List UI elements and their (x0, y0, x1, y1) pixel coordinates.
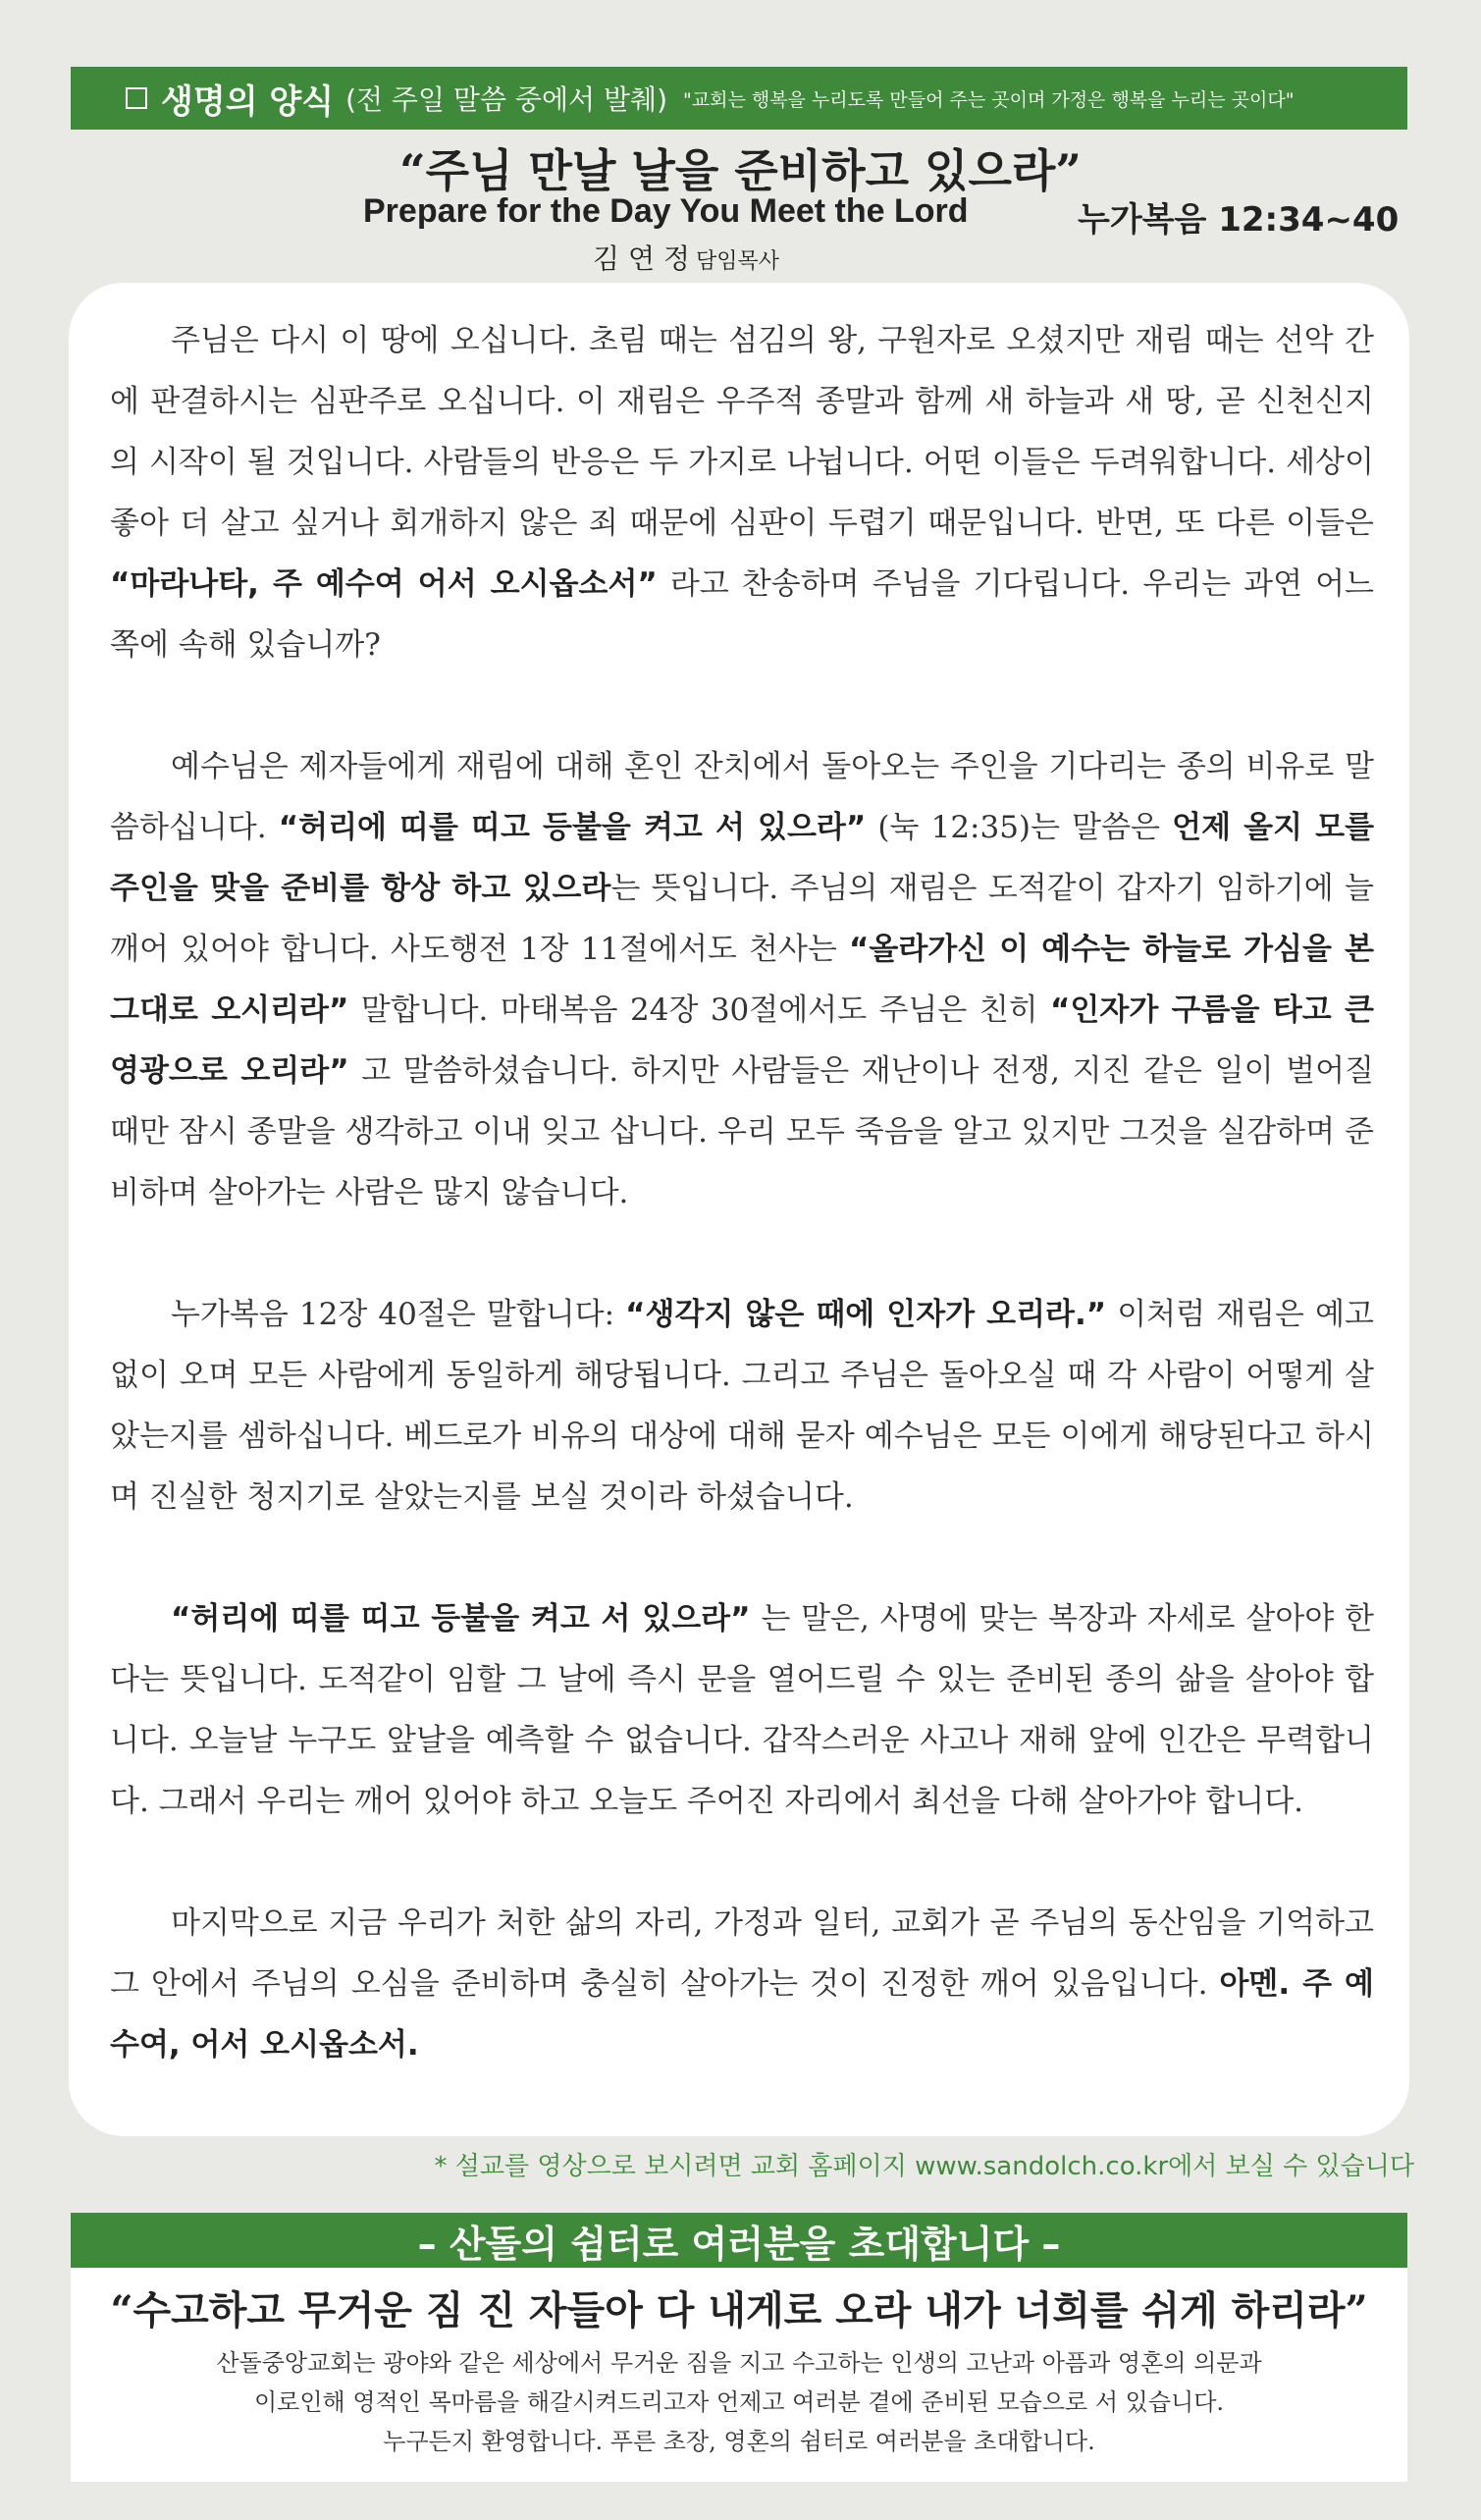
emphasis-quote: “마라나타, 주 예수여 어서 오시옵소서” (110, 566, 658, 602)
header-quote: "교회는 행복을 누리도록 만들어 주는 곳이며 가정은 행복을 누리는 곳이다" (683, 88, 1295, 111)
emphasis-quote: “허리에 띠를 띠고 등불을 켜고 서 있으라” (278, 810, 867, 845)
pastor-credit (593, 238, 779, 277)
emphasis-quote: “허리에 띠를 띠고 등불을 켜고 서 있으라” (171, 1601, 751, 1636)
emphasis-quote: “인자가 구름을 타고 큰 영광으로 오리라” (110, 992, 1374, 1089)
paragraph-3: 누가복음 12장 40절은 말합니다: “생각지 않은 때에 인자가 오리라.” 이처럼 재림은 예고 없이 오며 모든 사람에게 동일하게 해당됩니다. 그리고 주님은 돌아오실 때 각 사람이 어떻게 살았는지를 셈하십니다. 베드로가 비유의 대상에 대해 묻자 예수님은 모든 이에게 해당된다고 하시며 진실한 청지기로 살았는지를 보실 것이라 하셨습니다. (110, 1297, 1374, 1515)
paragraph-2: 예수님은 제자들에게 재림에 대해 혼인 잔치에서 돌아오는 주인을 기다리는 종의 비유로 말씀하십니다. “허리에 띠를 띠고 등불을 켜고 서 있으라” (눅 12:35)는 말씀은 언제 올지 모를 주인을 맞을 준비를 항상 하고 있으라는 뜻입니다. 주님의 재림은 도적같이 갑자기 임하기에 늘 깨어 있어야 합니다. 사도행전 1장 11절에서도 천사는 “올라가신 이 예수는 하늘로 가심을 본 그대로 오시리라” 말합니다. 마태복음 24장 30절에서도 주님은 친히 “인자가 구름을 타고 큰 영광으로 오리라” 고 말씀하셨습니다. 하지만 사람들은 재난이나 전쟁, 지진 같은 일이 벌어질 때만 잠시 종말을 생각하고 이내 잊고 삽니다. 우리 모두 죽음을 알고 있지만 그것을 실감하며 준비하며 살아가는 사람은 많지 않습니다. (110, 749, 1375, 1210)
header-bar (71, 67, 1407, 130)
invite-banner: – 산돌의 쉼터로 여러분을 초대합니다 – (71, 2213, 1407, 2268)
sermon-body (69, 283, 1409, 2136)
emphasis-quote: “생각지 않은 때에 인자가 오리라.” (625, 1297, 1107, 1332)
invite-verse: “수고하고 무거운 짐 진 자들아 다 내게로 오라 내가 너희를 쉬게 하리라” (110, 2287, 1368, 2333)
paragraph-1: 주님은 다시 이 땅에 오십니다. 초림 때는 섬김의 왕, 구원자로 오셨지만 재림 때는 선악 간에 판결하시는 심판주로 오십니다. 이 재림은 우주적 종말과 함께 새 하늘과 새 땅, 곧 신천신지의 시작이 될 것입니다. 사람들의 반응은 두 가지로 나뉩니다. 어떤 이들은 두려워합니다. 세상이 좋아 더 살고 싶거나 회개하지 않은 죄 때문에 심판이 두렵기 때문입니다. 반면, 또 다른 이들은 “마라나타, 주 예수여 어서 오시옵소서” 라고 찬송하며 주님을 기다립니다. 우리는 과연 어느 쪽에 속해 있습니까? (110, 323, 1374, 663)
invite-line: 이로인해 영적인 목마름을 해갈시켜드리고자 언제고 여러분 곁에 준비된 모습으로 서 있습니다. (253, 2388, 1225, 2416)
invite-line: 산돌중앙교회는 광야와 같은 세상에서 무거운 짐을 지고 수고하는 인생의 고난과 아픔과 영혼의 의문과 (216, 2349, 1262, 2377)
sermon-title: “주님 만날 날을 준비하고 있으라” (399, 144, 1082, 197)
section-title: 생명의 양식 (161, 81, 335, 122)
invite-box (71, 2268, 1407, 2482)
sermon-english-title: Prepare for the Day You Meet the Lord (363, 192, 969, 230)
video-note: * 설교를 영상으로 보시려면 교회 홈페이지 www.sandolch.co.kr에서 보실 수 있습니다 (434, 2152, 1414, 2181)
emphasis-text: 언제 올지 모를 주인을 맞을 준비를 항상 하고 있으라 (110, 810, 1375, 906)
pastor-role: 담임목사 (695, 249, 779, 274)
scripture-reference: 누가복음 12:34~40 (1078, 200, 1400, 240)
checkbox-square-icon (126, 87, 147, 109)
closing-prayer: 아멘. 주 예수여, 어서 오시옵소서. (110, 1966, 1374, 2063)
invite-description (71, 2343, 1407, 2461)
invite-line: 누구든지 환영합니다. 푸른 초장, 영혼의 쉼터로 여러분을 초대합니다. (383, 2428, 1095, 2455)
section-subtitle: (전 주일 말씀 중에서 발췌) (345, 83, 667, 116)
pastor-name: 김 연 정 (593, 242, 690, 275)
paragraph-4: “허리에 띠를 띠고 등불을 켜고 서 있으라” 는 말은, 사명에 맞는 복장과 자세로 살아야 한다는 뜻입니다. 도적같이 임할 그 날에 즉시 문을 열어드릴 수 있는 준비된 종의 삶을 살아야 합니다. 오늘날 누구도 앞날을 예측할 수 없습니다. 갑작스러운 사고나 재해 앞에 인간은 무력합니다. 그래서 우리는 깨어 있어야 하고 오늘도 주어진 자리에서 최선을 다해 살아가야 합니다. (110, 1601, 1374, 1819)
emphasis-quote: “올라가신 이 예수는 하늘로 가심을 본 그대로 오시리라” (110, 932, 1375, 1028)
paragraph-5: 마지막으로 지금 우리가 처한 삶의 자리, 가정과 일터, 교회가 곧 주님의 동산임을 기억하고 그 안에서 주님의 오심을 준비하며 충실히 살아가는 것이 진정한 깨어 있음입니다. 아멘. 주 예수여, 어서 오시옵소서. (110, 1905, 1374, 2063)
